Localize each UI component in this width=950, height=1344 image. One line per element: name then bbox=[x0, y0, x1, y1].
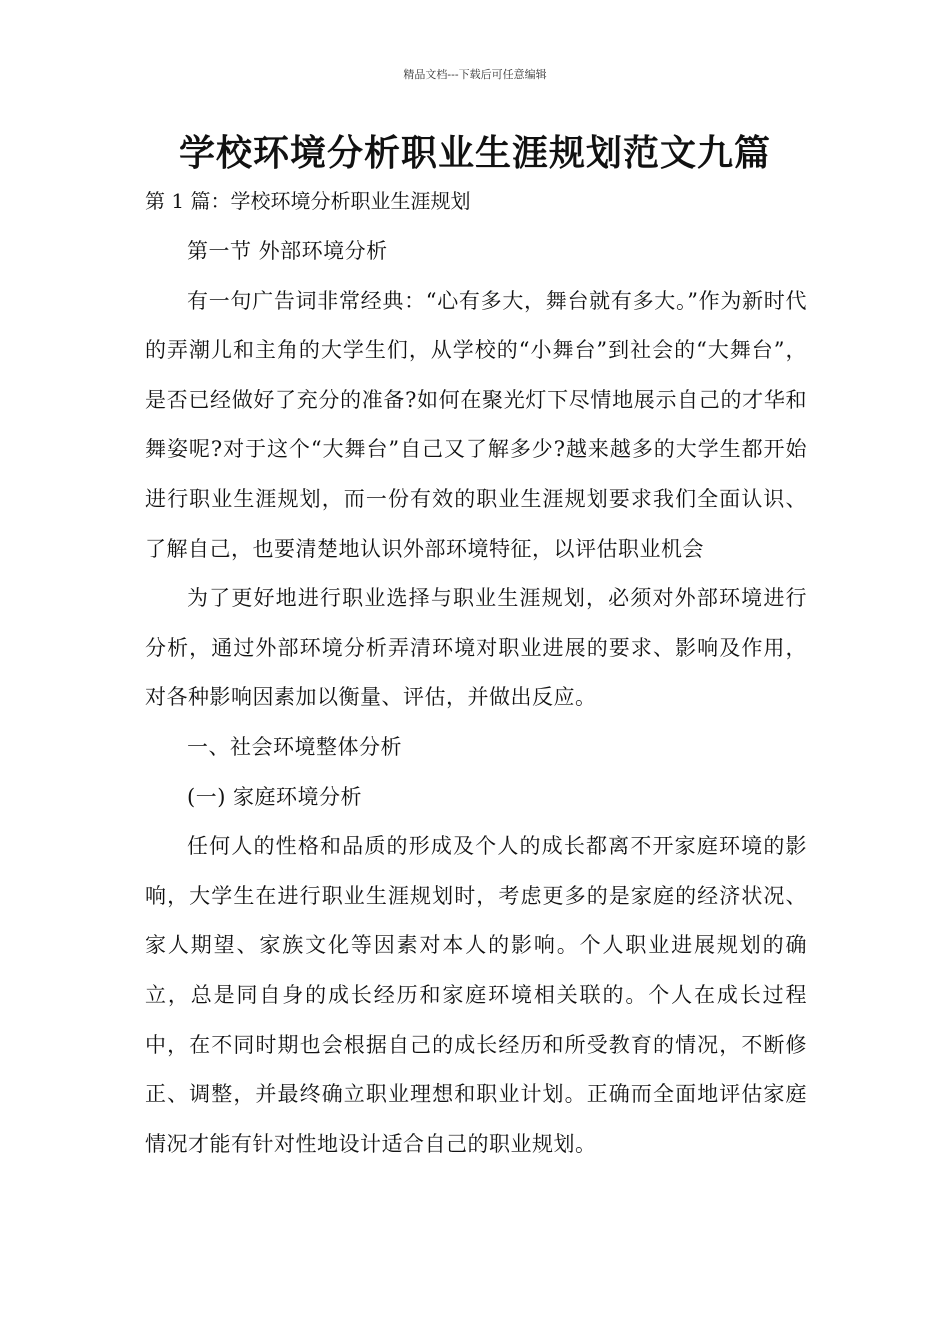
subsection-heading: 一、社会环境整体分析 bbox=[187, 734, 402, 759]
subsection-heading: (一) 家庭环境分析 bbox=[187, 784, 363, 809]
paragraph: 任何人的性格和品质的形成及个人的成长都离不开家庭环境的影响，大学生在进行职业生涯规划时，考虑更多的是家庭的经济状况、家人期望、家族文化等因素对本人的影响。个人职业进展规划的确立，总是同自身的成长经历和家庭环境相关联的。个人在成长过程中，在不同时期也会根据自己的成长经历和所受教育的情况，不断修正、调整，并最终确立职业理想和职业计划。正确而全面地评估家庭情况才能有针对性地设计适合自己的职业规划。 bbox=[145, 834, 807, 1156]
paragraph: 为了更好地进行职业选择与职业生涯规划，必须对外部环境进行分析，通过外部环境分析弄清环境对职业进展的要求、影响及作用，对各种影响因素加以衡量、评估，并做出反应。 bbox=[145, 586, 807, 710]
paragraph: 有一句广告词非常经典：“心有多大，舞台就有多大。”作为新时代的弄潮儿和主角的大学生们，从学校的“小舞台”到社会的“大舞台”，是否已经做好了充分的准备?如何在聚光灯下尽情地展示自己的才华和舞姿呢?对于这个“大舞台”自己又了解多少?越来越多的大学生都开始进行职业生涯规划，而一份有效的职业生涯规划要求我们全面认识、了解自己，也要清楚地认识外部环境特征，以评估职业机会 bbox=[145, 288, 807, 561]
header-note: 精品文档---下载后可任意编辑 bbox=[403, 68, 547, 81]
subsection-heading: 第一节 外部环境分析 bbox=[187, 239, 388, 263]
document-body bbox=[145, 227, 807, 1169]
document-title: 学校环境分析职业生涯规划范文九篇 bbox=[178, 133, 771, 174]
section-heading: 第 1 篇：学校环境分析职业生涯规划 bbox=[145, 189, 471, 213]
